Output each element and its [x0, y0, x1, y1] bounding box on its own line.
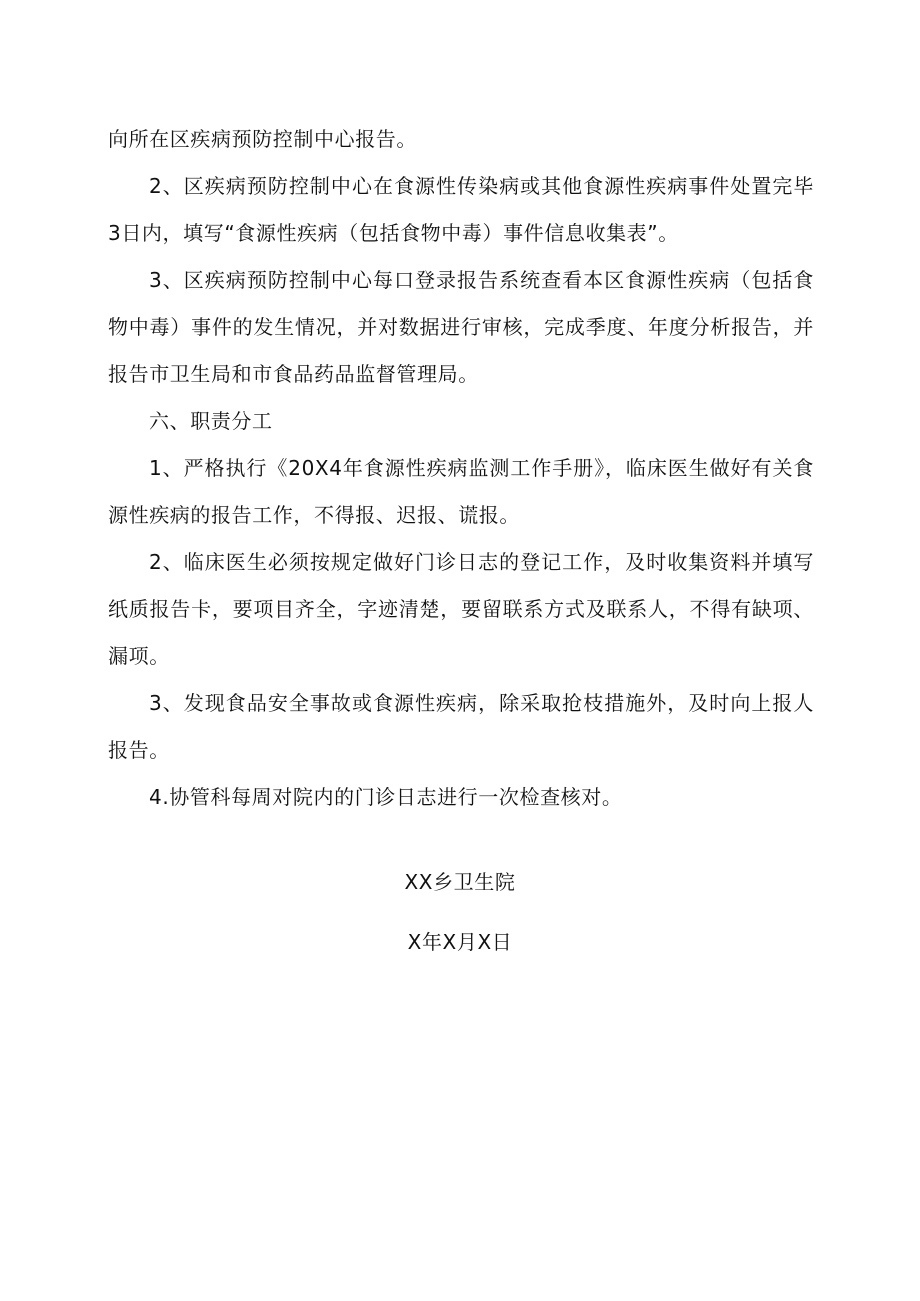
document-body	[108, 116, 814, 821]
paragraph: 1、严格执行《20X4年食源性疾病监测工作手册》，临床医生做好有关食源性疾病的报告工作，不得报、迟报、谎报。	[108, 456, 814, 527]
paragraph: 向所在区疾病预防控制中心报告。	[108, 127, 417, 151]
section-heading: 六、职责分工	[149, 409, 273, 433]
paragraph: 2、临床医生必须按规定做好门诊日志的登记工作，及时收集资料并填写纸质报告卡，要项目齐全，字迹清楚，要留联系方式及联系人，不得有缺项、漏项。	[108, 550, 814, 668]
signature-date: X年X月X日	[407, 930, 513, 954]
paragraph: 2、区疾病预防控制中心在食源性传染病或其他食源性疾病事件处置完毕3日内，填写“食源性疾病（包括食物中毒）事件信息收集表”。	[108, 174, 814, 245]
paragraph: 3、发现食品安全事故或食源性疾病，除采取抢枝措施外，及时向上报人报告。	[108, 691, 814, 762]
signature-organization: XX乡卫生院	[404, 870, 516, 894]
paragraph: 3、区疾病预防控制中心每口登录报告系统查看本区食源性疾病（包括食物中毒）事件的发生情况，并对数据进行审核，完成季度、年度分析报告，并报告市卫生局和市食品药品监督管理局。	[108, 268, 814, 386]
paragraph: 4.协管科每周对院内的门诊日志进行一次检查核对。	[149, 785, 623, 809]
